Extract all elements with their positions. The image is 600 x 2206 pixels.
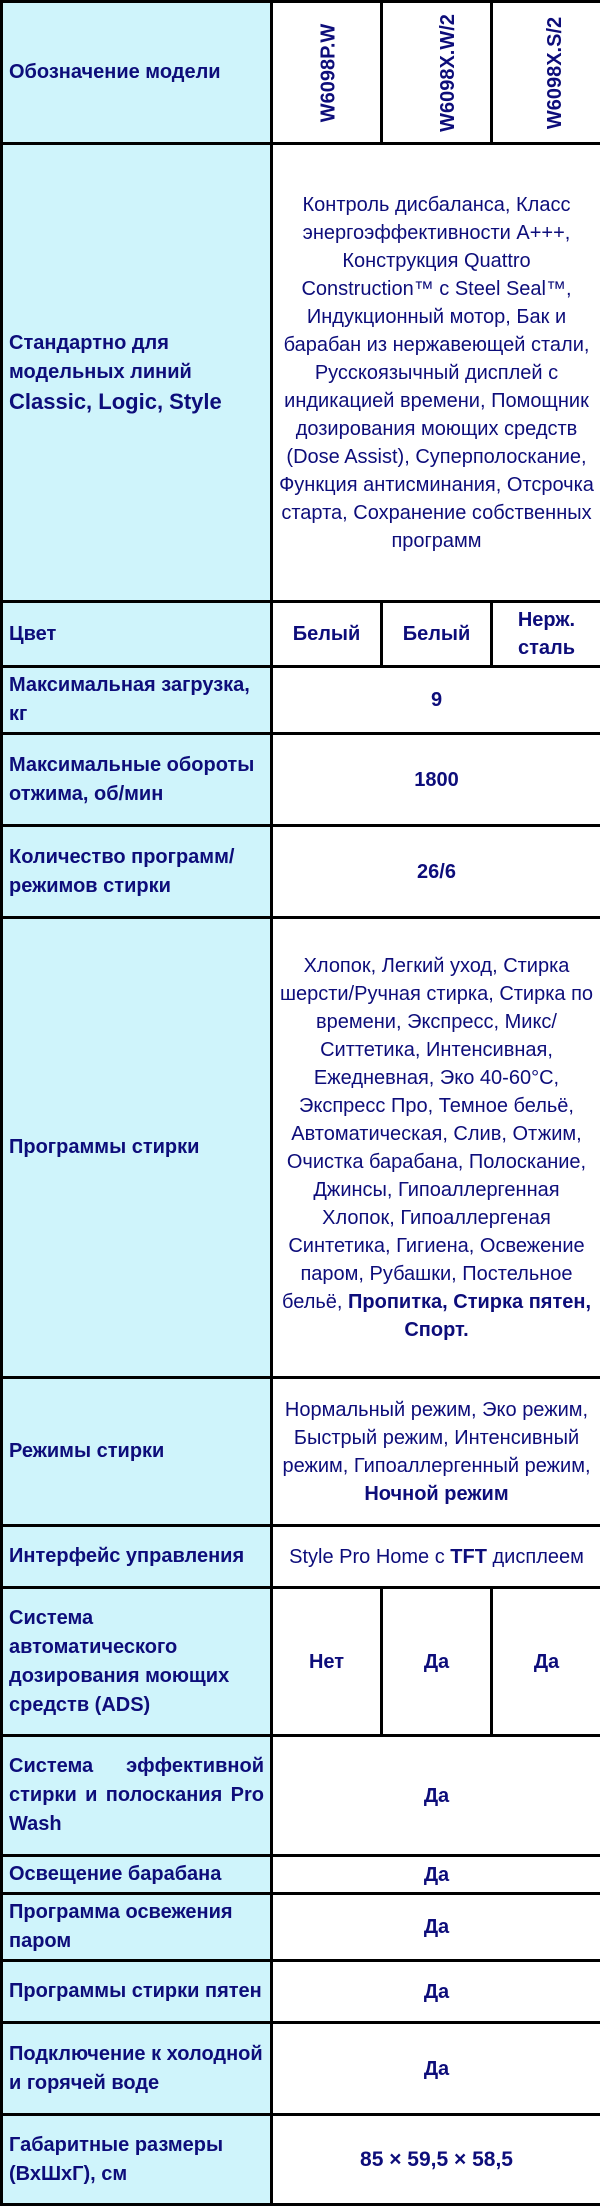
row-max-load [2, 667, 600, 734]
row-color [2, 602, 600, 667]
color-label: Цвет [2, 602, 272, 667]
prowash-value: Да [272, 1736, 600, 1856]
hot-cold-label: Подключение к холодной и горячей воде [2, 2023, 272, 2115]
steam-label: Программа освежения паром [2, 1894, 272, 1961]
row-prowash [2, 1736, 600, 1856]
interface-label: Интерфейс управления [2, 1526, 272, 1588]
color-2: Белый [382, 602, 492, 667]
steam-value: Да [272, 1894, 600, 1961]
hot-cold-value: Да [272, 2023, 600, 2115]
stain-value: Да [272, 1961, 600, 2023]
max-load-label: Максимальная загрузка, кг [2, 667, 272, 734]
max-load-value: 9 [272, 667, 600, 734]
row-hot-cold [2, 2023, 600, 2115]
max-spin-label: Максимальные обороты отжима, об/мин [2, 734, 272, 826]
model-3: W6098X.S/2 [492, 2, 600, 144]
ads-2: Да [382, 1588, 492, 1736]
prowash-label: Система эффективной стирки и полоскания Pro Wash [2, 1736, 272, 1856]
row-max-spin [2, 734, 600, 826]
modes-value: Нормальный режим, Эко режим, Быстрый режим, Интенсивный режим, Гипоаллергенный режим, Ночной режим [272, 1378, 600, 1526]
programs-value: Хлопок, Легкий уход, Стирка шерсти/Ручная стирка, Стирка по времени, Экспресс, Микс/Ситтетика, Интенсивная, Ежедневная, Эко 40-60°С, Экспресс Про, Темное бельё, Автоматическая, Слив, Отжим, Очистка барабана, Полоскание, Джинсы, Гипоаллергенная Хлопок, Гипоаллергеная Синтетика, Гигиена, Освежение паром, Рубашки, Постельное бельё, Пропитка, Стирка пятен, Спорт. [272, 918, 600, 1378]
drum-light-value: Да [272, 1856, 600, 1894]
programs-label: Программы стирки [2, 918, 272, 1378]
row-stain [2, 1961, 600, 2023]
row-standard [2, 144, 600, 602]
interface-value: Style Pro Home с TFT дисплеем [272, 1526, 600, 1588]
row-interface [2, 1526, 600, 1588]
row-dimensions [2, 2115, 600, 2205]
row-model [2, 2, 600, 144]
model-label: Обозначение модели [2, 2, 272, 144]
dimensions-value: 85 × 59,5 × 58,5 [272, 2115, 600, 2205]
standard-label: Стандартно для модельных линий Classic, Logic, Style [2, 144, 272, 602]
ads-label: Система автоматического дозирования моющих средств (ADS) [2, 1588, 272, 1736]
ads-1: Нет [272, 1588, 382, 1736]
programs-count-value: 26/6 [272, 826, 600, 918]
ads-3: Да [492, 1588, 600, 1736]
standard-value: Контроль дисбаланса, Класс энергоэффективности A+++, Конструкция Quattro Construction™ с Steel Seal™, Индукционный мотор, Бак и барабан из нержавеющей стали, Русскоязычный дисплей с индикацией времени, Помощник дозирования моющих средств (Dose Assist), Суперполоскание, Функция антисминания, Отсрочка старта, Сохранение собственных программ [272, 144, 600, 602]
row-programs-count [2, 826, 600, 918]
dimensions-label: Габаритные размеры (ВхШхГ), см [2, 2115, 272, 2205]
row-programs [2, 918, 600, 1378]
programs-count-label: Количество программ/режимов стирки [2, 826, 272, 918]
row-modes [2, 1378, 600, 1526]
model-1: W6098P.W [272, 2, 382, 144]
row-drum-light [2, 1856, 600, 1894]
modes-label: Режимы стирки [2, 1378, 272, 1526]
stain-label: Программы стирки пятен [2, 1961, 272, 2023]
max-spin-value: 1800 [272, 734, 600, 826]
row-ads [2, 1588, 600, 1736]
color-3: Нерж. сталь [492, 602, 600, 667]
drum-light-label: Освещение барабана [2, 1856, 272, 1894]
color-1: Белый [272, 602, 382, 667]
model-2: W6098X.W/2 [382, 2, 492, 144]
row-steam [2, 1894, 600, 1961]
